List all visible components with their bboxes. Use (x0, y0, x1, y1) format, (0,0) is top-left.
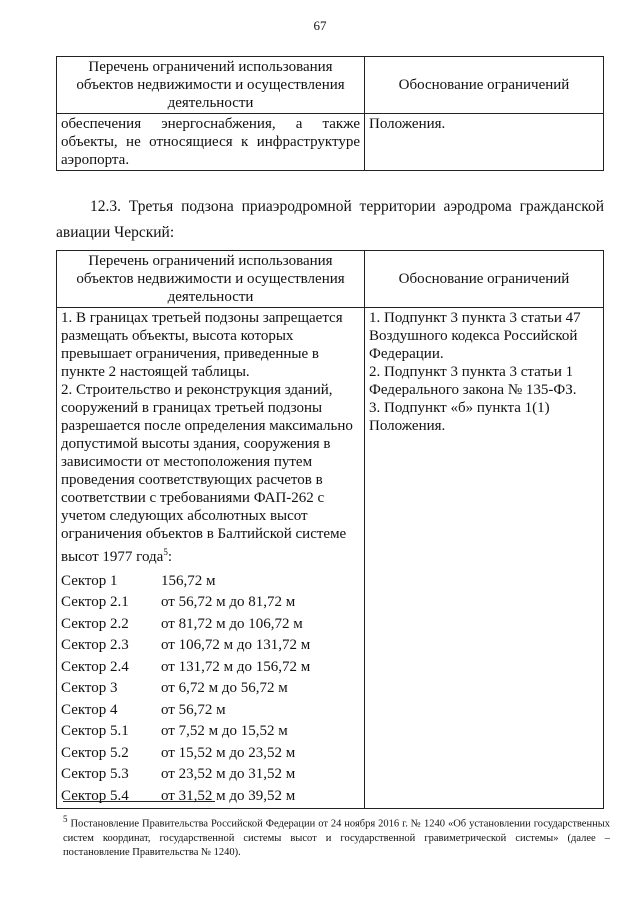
restrictions-table-continued (56, 56, 604, 171)
sector-name: Сектор 2.3 (61, 637, 129, 654)
footnote-ref[interactable]: 5 (163, 547, 168, 557)
sector-height: от 56,72 м до 81,72 м (161, 594, 296, 611)
sector-name: Сектор 5.3 (61, 766, 129, 783)
header-justification: Обоснование ограничений (365, 57, 604, 114)
sector-name: Сектор 4 (61, 701, 118, 718)
justification-cell (365, 308, 604, 809)
sector-row (61, 592, 360, 614)
sector-name: Сектор 2.2 (61, 615, 129, 632)
sector-row (61, 678, 360, 700)
footnote-mark: 5 (63, 814, 68, 824)
sector-height: от 7,52 м до 15,52 м (161, 723, 288, 740)
sector-heights-list (61, 570, 360, 807)
sector-row (61, 764, 360, 786)
sector-name: Сектор 5.1 (61, 723, 129, 740)
header-justification: Обоснование ограничений (365, 251, 604, 308)
restriction-item-2 (61, 381, 360, 566)
sector-row (61, 742, 360, 764)
sector-height: от 23,52 м до 31,52 м (161, 766, 296, 783)
restriction-text: обеспечения энергоснабжения, а также объекты, не относящиеся к инфраструктуре аэропорта. (57, 114, 365, 171)
sector-row (61, 613, 360, 635)
restriction-item-1: 1. В границах третьей подзоны запрещается размещать объекты, высота которых превышает ограничения, приведенные в пункте 2 настоящей таблицы. (61, 310, 343, 380)
sector-name: Сектор 2.4 (61, 658, 129, 675)
restrictions-cell (57, 308, 365, 809)
footnote (63, 812, 610, 860)
justification-item-3: 3. Подпункт «б» пункта 1(1) Положения. (369, 400, 550, 434)
justification-text: Положения. (365, 114, 604, 171)
sector-height: от 81,72 м до 106,72 м (161, 615, 303, 632)
sector-row (61, 656, 360, 678)
sector-row (61, 570, 360, 592)
sector-height: от 6,72 м до 56,72 м (161, 680, 288, 697)
sector-height: от 56,72 м (161, 701, 226, 718)
sector-height: от 31,52 м до 39,52 м (161, 787, 296, 804)
section-heading-line-1: 12.3. Третья подзона приаэродромной территории аэродрома гражданской (90, 198, 604, 215)
sector-name: Сектор 5.4 (61, 787, 129, 804)
justification-item-2: 2. Подпункт 3 пункта 3 статьи 1 Федерального закона № 135-ФЗ. (369, 364, 577, 398)
page-number: 67 (313, 18, 327, 33)
sector-height: от 15,52 м до 23,52 м (161, 744, 296, 761)
table-row (57, 114, 604, 171)
restriction-item-2-suffix: : (167, 549, 172, 565)
third-subzone-table (56, 250, 604, 809)
sector-name: Сектор 5.2 (61, 744, 129, 761)
header-restrictions: Перечень ограничений использования объектов недвижимости и осуществления деятельности (57, 251, 365, 308)
sector-height: от 106,72 м до 131,72 м (161, 637, 311, 654)
table-header-row (57, 57, 604, 114)
sector-name: Сектор 2.1 (61, 594, 129, 611)
sector-height: от 131,72 м до 156,72 м (161, 658, 311, 675)
section-heading-line-2: авиации Черский: (56, 224, 175, 241)
restriction-item-2-text: 2. Строительство и реконструкция зданий, сооружений в границах третьей подзоны разрешается после определения максимально допустимой высоты здания, сооружения в зависимости от местоположения путем проведения соответствующих расчетов в соответствии с требованиями ФАП-262 с учетом следующих абсолютных высот ограничения объектов в Балтийской системе высот 1977 года (61, 382, 353, 565)
table-row (57, 308, 604, 809)
sector-name: Сектор 3 (61, 680, 118, 697)
sector-name: Сектор 1 (61, 572, 118, 589)
footnote-text: Постановление Правительства Российской Федерации от 24 ноября 2016 г. № 1240 «Об установлении государственных систем координат, государственной системы высот и государственной гравиметрической системы» (далее – постановление Правительства № 1240). (63, 818, 611, 858)
sector-row (61, 699, 360, 721)
sector-row (61, 721, 360, 743)
sector-height: 156,72 м (161, 572, 216, 589)
justification-item-1: 1. Подпункт 3 пункта 3 статьи 47 Воздушного кодекса Российской Федерации. (369, 310, 581, 362)
sector-row (61, 635, 360, 657)
header-restrictions: Перечень ограничений использования объектов недвижимости и осуществления деятельности (57, 57, 365, 114)
sector-row (61, 785, 360, 807)
table-header-row (57, 251, 604, 308)
footnote-separator (63, 801, 215, 802)
